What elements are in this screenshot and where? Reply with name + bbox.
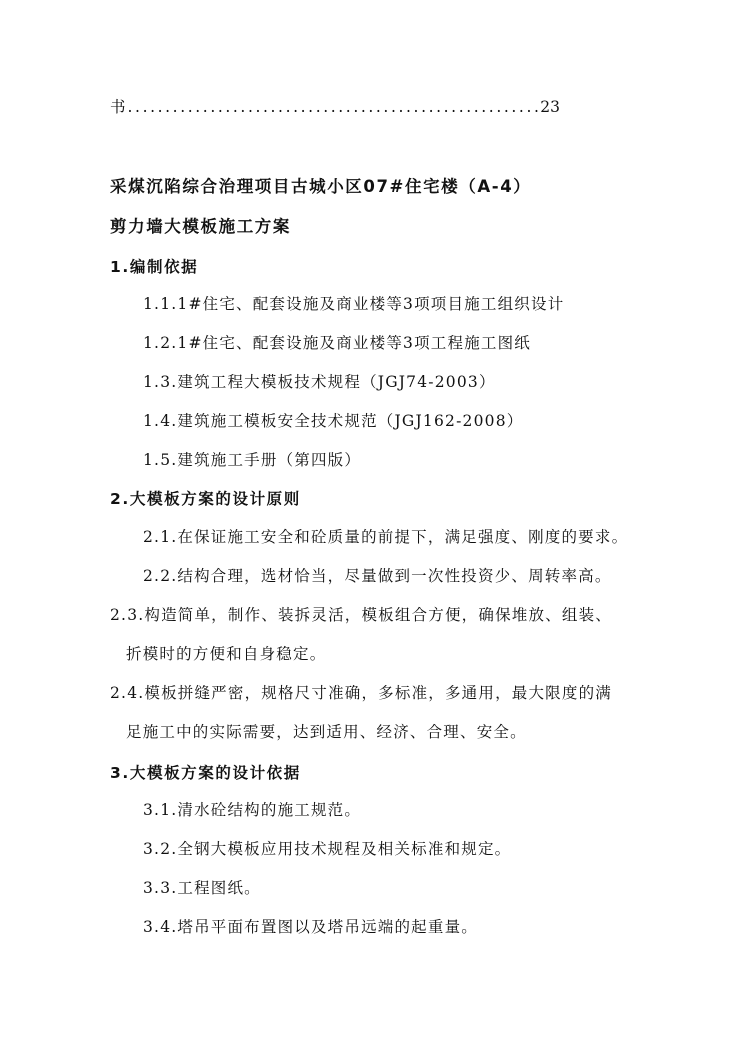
toc-page-number: 23 (540, 98, 560, 116)
list-item-multiline-first: 2.3.构造简单，制作、装拆灵活，模板组合方便，确保堆放、组装、 (110, 606, 612, 624)
list-item-multiline-cont: 折模时的方便和自身稳定。 (126, 645, 327, 663)
list-item: 3.1.清水砼结构的施工规范。 (143, 801, 362, 819)
document-title-line2: 剪力墙大模板施工方案 (110, 217, 291, 236)
list-item: 1.5.建筑施工手册（第四版） (143, 451, 362, 469)
section-heading-1: 1.编制依据 (110, 258, 199, 276)
list-item: 1.3.建筑工程大模板技术规程（JGJ74-2003） (143, 373, 496, 391)
list-item-multiline-cont: 足施工中的实际需要，达到适用、经济、合理、安全。 (126, 723, 527, 741)
list-item: 1.2.1#住宅、配套设施及商业楼等3项工程施工图纸 (143, 334, 531, 352)
list-item: 1.4.建筑施工模板安全技术规范（JGJ162-2008） (143, 412, 524, 430)
toc-text: 书 (110, 98, 126, 116)
list-item: 2.1.在保证施工安全和砼质量的前提下，满足强度、刚度的要求。 (143, 528, 629, 546)
list-item: 2.2.结构合理，选材恰当，尽量做到一次性投资少、周转率高。 (143, 567, 612, 585)
list-item: 3.3.工程图纸。 (143, 879, 261, 897)
section-heading-3: 3.大模板方案的设计依据 (110, 764, 301, 782)
toc-line (110, 96, 560, 118)
list-item: 3.2.全钢大模板应用技术规程及相关标准和规定。 (143, 840, 512, 858)
document-title-line1: 采煤沉陷综合治理项目古城小区07#住宅楼（A-4） (110, 177, 532, 196)
list-item: 1.1.1#住宅、配套设施及商业楼等3项项目施工组织设计 (143, 295, 565, 313)
list-item: 3.4.塔吊平面布置图以及塔吊远端的起重量。 (143, 918, 478, 936)
section-heading-2: 2.大模板方案的设计原则 (110, 490, 301, 508)
list-item-multiline-first: 2.4.模板拼缝严密，规格尺寸准确，多标准，多通用，最大限度的满 (110, 684, 612, 702)
toc-dots (128, 96, 539, 118)
